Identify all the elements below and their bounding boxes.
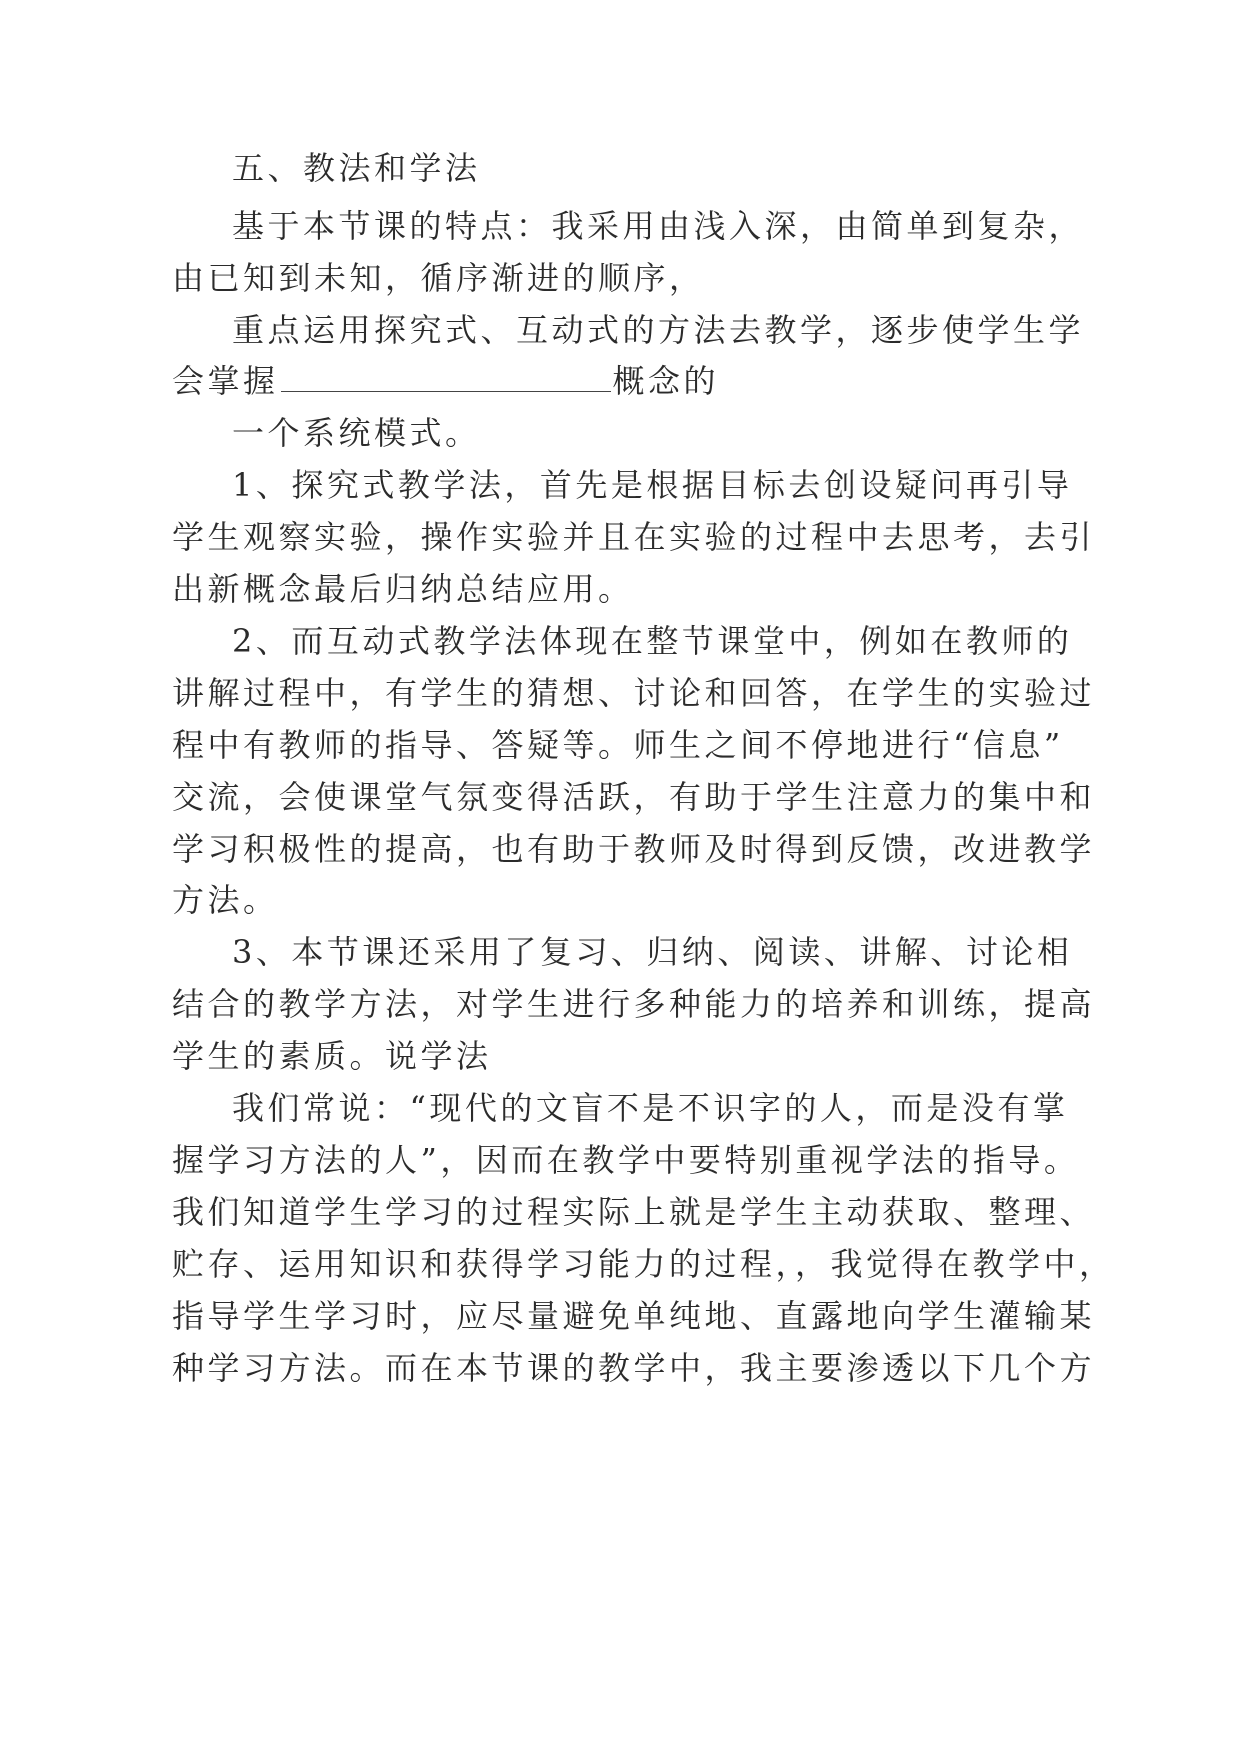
paragraph-1-line-1: 基于本节课的特点：我采用由浅入深，由简单到复杂， xyxy=(232,207,1085,245)
paragraph-7-line-3: 我们知道学生学习的过程实际上就是学生主动获取、整理、 xyxy=(172,1193,1096,1231)
paragraph-5-line-6: 方法。 xyxy=(172,881,279,919)
paragraph-5-line-1: 2、而互动式教学法体现在整节课堂中，例如在教师的 xyxy=(232,622,1073,660)
section-heading: 五、教法和学法 xyxy=(232,149,481,187)
paragraph-2-line-1: 重点运用探究式、互动式的方法去教学，逐步使学生学 xyxy=(232,311,1085,349)
paragraph-4-line-2: 学生观察实验，操作实验并且在实验的过程中去思考，去引 xyxy=(172,518,1096,556)
paragraph-2-text-after-blank: 概念的 xyxy=(612,362,720,400)
paragraph-7-line-5: 指导学生学习时，应尽量避免单纯地、直露地向学生灌输某 xyxy=(172,1297,1096,1335)
paragraph-5-line-4: 交流，会使课堂气氛变得活跃，有助于学生注意力的集中和 xyxy=(172,778,1096,816)
paragraph-6-line-3: 学生的素质。说学法 xyxy=(172,1037,492,1075)
paragraph-7-line-2: 握学习方法的人”，因而在教学中要特别重视学法的指导。 xyxy=(172,1141,1080,1179)
paragraph-6-line-2: 结合的教学方法，对学生进行多种能力的培养和训练，提高 xyxy=(172,985,1096,1023)
paragraph-7-line-1: 我们常说：“现代的文盲不是不识字的人，而是没有掌 xyxy=(232,1089,1069,1127)
paragraph-2-text-before-blank: 会掌握 xyxy=(172,362,279,400)
paragraph-7-line-4: 贮存、运用知识和获得学习能力的过程，，我觉得在教学中， xyxy=(172,1245,1115,1283)
paragraph-7-line-6: 种学习方法。而在本节课的教学中，我主要渗透以下几个方 xyxy=(172,1349,1096,1387)
paragraph-4-line-3: 出新概念最后归纳总结应用。 xyxy=(172,570,634,608)
paragraph-5-line-2: 讲解过程中，有学生的猜想、讨论和回答，在学生的实验过 xyxy=(172,674,1096,712)
paragraph-6-line-1: 3、本节课还采用了复习、归纳、阅读、讲解、讨论相 xyxy=(232,933,1073,971)
paragraph-4-line-1: 1、探究式教学法，首先是根据目标去创设疑问再引导 xyxy=(232,466,1073,504)
paragraph-3-line-1: 一个系统模式。 xyxy=(232,414,481,452)
paragraph-2-line-2 xyxy=(172,361,719,401)
paragraph-5-line-5: 学习积极性的提高，也有助于教师及时得到反馈，改进教学 xyxy=(172,830,1096,868)
paragraph-1-line-2: 由已知到未知，循序渐进的顺序， xyxy=(172,259,705,297)
fill-in-blank xyxy=(281,365,611,392)
paragraph-5-line-3: 程中有教师的指导、答疑等。师生之间不停地进行“信息” xyxy=(172,726,1064,764)
